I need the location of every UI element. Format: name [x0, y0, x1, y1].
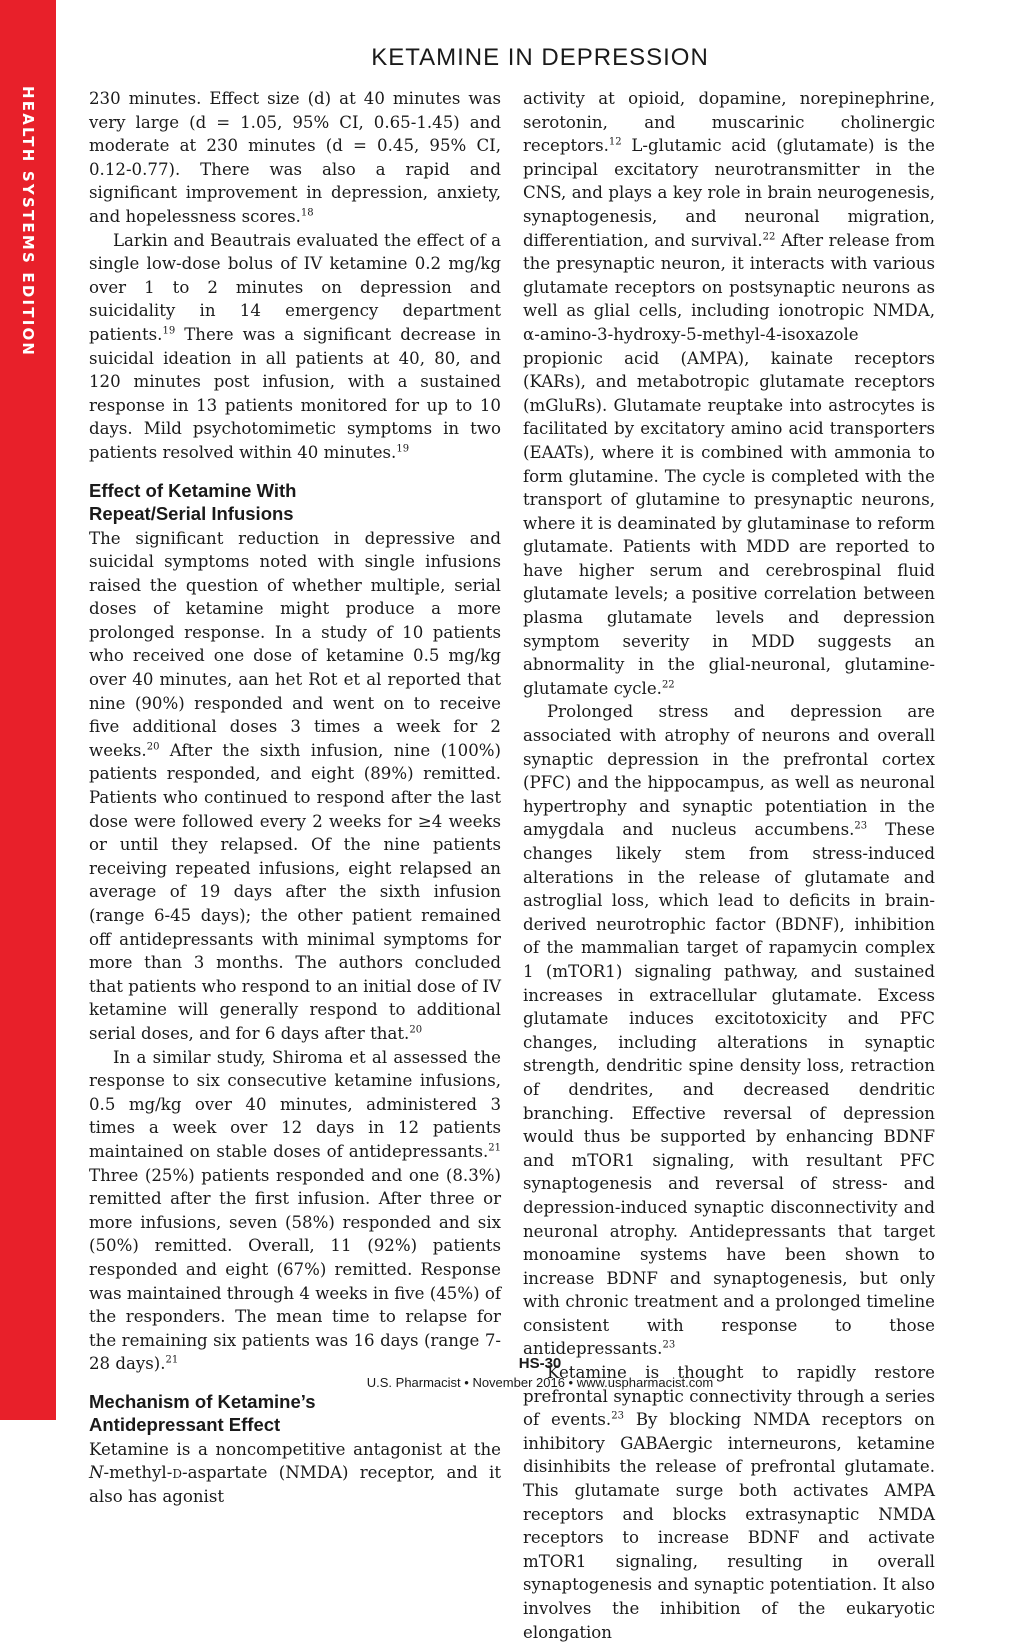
- page-number: HS-30: [518, 1355, 562, 1372]
- section-heading-mechanism: Mechanism of Ketamine’s Antidepressant Effect: [89, 1390, 316, 1435]
- section-heading-repeat-infusions: Effect of Ketamine With Repeat/Serial Infusions: [89, 479, 297, 524]
- citation-ref[interactable]: 19: [162, 325, 176, 337]
- publication-line: U.S. Pharmacist • November 2016 • www.uspharmacist.com: [366, 1375, 714, 1390]
- citation-ref[interactable]: 12: [608, 136, 622, 148]
- citation-ref[interactable]: 20: [146, 741, 160, 753]
- left-column: [89, 87, 501, 1509]
- citation-ref[interactable]: 19: [396, 443, 410, 455]
- paragraph: Ketamine is a noncompetitive antagonist at the N-methyl-d-aspartate (NMDA) receptor, and it also has agonist: [89, 1439, 501, 1507]
- paragraph: Ketamine is thought to rapidly restore prefrontal synaptic connectivity through a series of events.$^{23}$ By blocking NMDA receptors on inhibitory GABAergic interneurons, ketamine disinhibits the release of prefrontal glutamate. This glutamate surge both activates AMPA receptors and blocks extrasynaptic NMDA receptors to increase BDNF and activate mTOR1 signaling, resulting in overall synaptogenesis and synaptic potentiation. It also involves the inhibition of the eukaryotic elongation: [523, 1363, 935, 1642]
- section-label-text: HEALTH SYSTEMS EDITION: [19, 86, 37, 358]
- side-band: [0, 0, 56, 1420]
- citation-ref[interactable]: 21: [165, 1354, 179, 1366]
- citation-ref[interactable]: 21: [488, 1142, 501, 1154]
- citation-ref[interactable]: 23: [611, 1410, 624, 1422]
- citation-ref[interactable]: 22: [661, 679, 675, 691]
- paragraph: 230 minutes. Effect size (d) at 40 minutes was very large (d = 1.05, 95% CI, 0.65-1.45) and moderate at 230 minutes (d = 0.45, 95% CI, 0.12-0.77). There was also a rapid and significant improvement in depression, anxiety, and hopelessness scores.$^{18}$: [89, 89, 501, 226]
- running-head: KETAMINE IN DEPRESSION: [371, 44, 709, 71]
- paragraph: The significant reduction in depressive and suicidal symptoms noted with single infusions raised the question of whether multiple, serial doses of ketamine might produce a more prolonged response. In a study of 10 patients who received one dose of ketamine 0.5 mg/kg over 40 minutes, aan het Rot et al reported that nine (90%) responded and went on to receive five additional doses 3 times a week for 2 weeks.$^{20}$ After the sixth infusion, nine (100%) patients responded, and eight (89%) remitted. Patients who continued to respond after the last dose were followed every 2 weeks for ≥4 weeks or until they relapsed. Of the nine patients receiving repeated infusions, eight relapsed an average of 19 days after the sixth infusion (range 6-45 days); the other patient remained off antidepressants with minimal symptoms for more than 3 months. The authors concluded that patients who respond to an initial dose of IV ketamine will generally respond to additional serial doses, and for 6 days after that.$^{20}$: [89, 528, 501, 1043]
- paragraph: Larkin and Beautrais evaluated the effect of a single low-dose bolus of IV ketamine 0.2 mg/kg over 1 to 2 minutes on depression and suicidality in 14 emergency department patients.$^{19}$ There was a significant decrease in suicidal ideation in all patients at 40, 80, and 120 minutes post infusion, with a sustained response in 13 patients monitored for up to 10 days. Mild psychotomimetic symptoms in two patients resolved within 40 minutes.$^{19}$: [89, 230, 501, 462]
- paragraph: In a similar study, Shiroma et al assessed the response to six consecutive ketamine infusions, 0.5 mg/kg over 40 minutes, administered 3 times a week over 12 days in 12 patients maintained on stable doses of antidepressants.$^{21}$ Three (25%) patients responded and one (8.3%) remitted after the first infusion. After three or more infusions, seven (58%) responded and six (50%) remitted. Overall, 11 (92%) patients responded and eight (67%) remitted. Response was maintained through 4 weeks in five (45%) of the responders. The mean time to relapse for the remaining six patients was 16 days (range 7-28 days).$^{21}$: [89, 1047, 501, 1374]
- right-column: [523, 87, 935, 1644]
- section-label: [10, 86, 46, 358]
- citation-ref[interactable]: 23: [662, 1339, 676, 1351]
- paragraph: Prolonged stress and depression are associated with atrophy of neurons and overall synaptic depression in the prefrontal cortex (PFC) and the hippocampus, as well as neuronal hypertrophy and synaptic potentiation in the amygdala and nucleus accumbens.$^{23}$ These changes likely stem from stress-induced alterations in the release of glutamate and astroglial loss, which lead to deficits in brain-derived neurotrophic factor (BDNF), inhibition of the mammalian target of rapamycin complex 1 (mTOR1) signaling pathway, and sustained increases in extracellular glutamate. Excess glutamate induces excitotoxicity and PFC changes, including alterations in synaptic strength, dendritic spine density loss, retraction of dendrites, and decreased dendritic branching. Effective reversal of depression would thus be supported by enhancing BDNF and mTOR1 signaling, with resultant PFC synaptogenesis and reversal of stress- and depression-induced synaptic disconnectivity and neuronal atrophy. Antidepressants that target monoamine systems have been shown to increase BDNF and synaptogenesis, but only with chronic treatment and a prolonged timeline consistent with response to those antidepressants.$^{23}$: [523, 702, 936, 1359]
- citation-ref[interactable]: 22: [762, 231, 776, 243]
- page-footer: [56, 1354, 1024, 1392]
- citation-ref[interactable]: 23: [854, 820, 868, 832]
- paragraph: activity at opioid, dopamine, norepinephrine, serotonin, and muscarinic cholinergic receptors.$^{12}$ L-glutamic acid (glutamate) is the principal excitatory neurotransmitter in the CNS, and plays a key role in brain neurogenesis, synaptogenesis, and neuronal migration, differentiation, and survival.$^{22}$ After release from the presynaptic neuron, it interacts with various glutamate receptors on postsynaptic neurons as well as glial cells, including ionotropic NMDA, α-amino-3-hydroxy-5-methyl-4-isoxazole propionic acid (AMPA), kainate receptors (KARs), and metabotropic glutamate receptors (mGluRs). Glutamate reuptake into astrocytes is facilitated by excitatory amino acid transporters (EAATs), where it is combined with ammonia to form glutamine. The cycle is completed with the transport of glutamine to presynaptic neurons, where it is deaminated by glutaminase to reform glutamate. Patients with MDD are reported to have higher serum and cerebrospinal fluid glutamate levels; a positive correlation between plasma glutamate levels and depression symptom severity in MDD suggests an abnormality in the glial-neuronal, glutamine-glutamate cycle.$^{22}$: [523, 89, 935, 698]
- citation-ref[interactable]: 20: [409, 1024, 423, 1036]
- citation-ref[interactable]: 18: [300, 207, 314, 219]
